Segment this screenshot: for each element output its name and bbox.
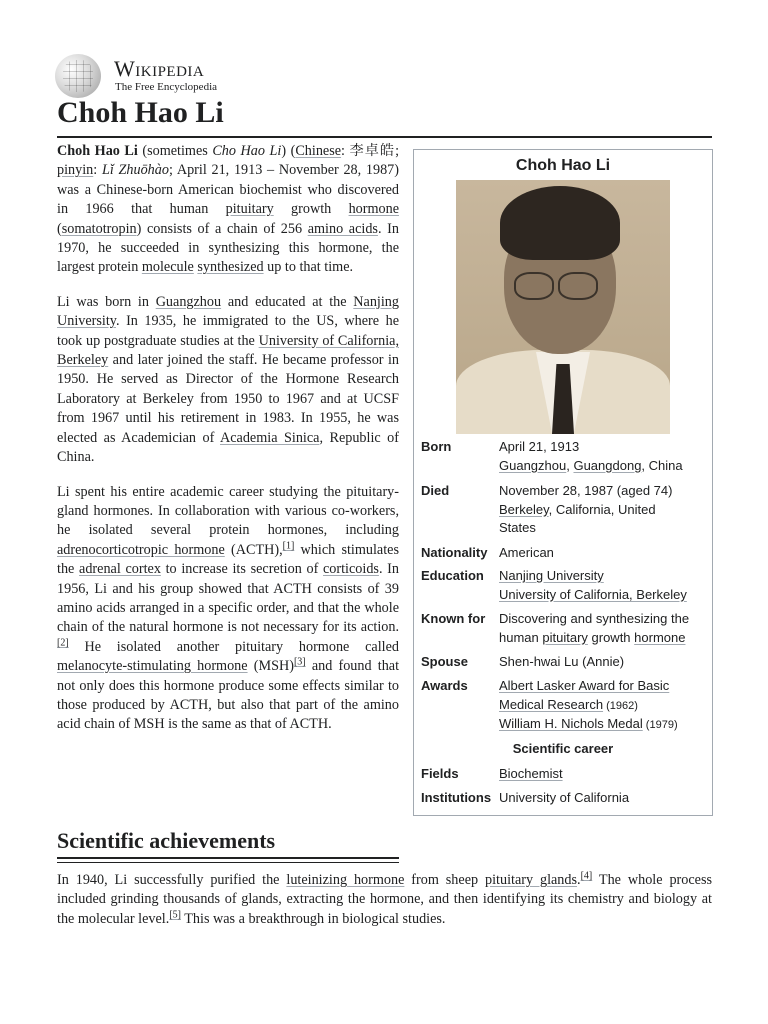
institutions-label: Institutions	[421, 790, 492, 805]
nationality-label: Nationality	[421, 545, 488, 560]
link-edu-nanjing[interactable]: Nanjing University	[499, 568, 604, 583]
article-lead	[57, 142, 399, 750]
link-biochemist[interactable]: Biochemist	[499, 766, 563, 781]
died-label: Died	[421, 483, 450, 498]
subject-name: Choh Hao Li	[57, 143, 138, 159]
link-pinyin[interactable]: pinyin	[57, 162, 94, 179]
section-divider	[57, 857, 399, 859]
link-lasker-award[interactable]: Albert Lasker Award for Basic	[499, 678, 670, 693]
link-molecule[interactable]: molecule	[141, 259, 194, 276]
alternate-name: Cho Hao Li	[212, 143, 282, 159]
link-guangzhou[interactable]: Guangzhou	[155, 293, 222, 310]
section-divider-thin	[57, 862, 399, 863]
section-heading: Scientific achievements	[57, 828, 276, 853]
early-life-paragraph: Li was born in Guangzhou and educated at the Nanjing University. In 1935, he immigrated to the US, where he took up postgraduate studies at the University of California, Berkeley and later joined the staff. He became professor in 1950. He served as Director of the Hormone Research Laboratory at Berkeley from 1950 to 1967 and at UCSF from 1967 until his retirement in 1983. In 1955, he was elected as Academician of Academia Sinica, Republic of China.	[57, 293, 400, 466]
fields-value	[499, 765, 707, 784]
link-adrenal-cortex[interactable]: adrenal cortex	[79, 561, 161, 578]
pinyin-name: Lǐ Zhuōhào	[101, 162, 169, 179]
spouse-value: Shen-hwai Lu (Annie)	[499, 654, 625, 669]
born-label: Born	[421, 439, 452, 454]
fields-label: Fields	[421, 766, 459, 781]
reference-1[interactable]: [1]	[282, 539, 295, 551]
link-uc-berkeley[interactable]: University of California, Berkeley	[57, 332, 400, 369]
link-luteinizing-hormone[interactable]: luteinizing hormone	[286, 872, 405, 888]
link-known-pituitary[interactable]: pituitary	[542, 629, 588, 645]
education-value	[499, 567, 707, 604]
born-value: April 21, 1913 Guangzhou, Guangdong, China	[499, 439, 683, 473]
achievements-paragraph: In 1940, Li successfully purified the luteinizing hormone from sheep pituitary glands.[4] The whole process included grinding thousands of glands, extracting the hormone, and then identifying its chemistry and biology at the molecular level.[5] This was a breakthrough in biological studies.	[57, 870, 712, 927]
link-synthesized[interactable]: synthesized	[197, 259, 264, 276]
link-pituitary[interactable]: pituitary	[225, 201, 274, 218]
link-berkeley[interactable]: Berkeley	[499, 501, 549, 517]
known-for-value: Discovering and synthesizing the human pituitary growth hormone	[499, 611, 690, 645]
link-known-hormone[interactable]: hormone	[634, 629, 686, 645]
link-somatotropin[interactable]: somatotropin	[61, 220, 137, 237]
career-paragraph: Li spent his entire academic career studying the pituitary-gland hormones. In collaboration with various co-workers, he isolated several protein hormones, including adrenocorticotropic hormone (ACTH),[1] which stimulates the adrenal cortex to increase its secretion of corticoids. In 1956, Li and his group showed that ACTH consists of 39 amino acids arranged in a specific order, and that the whole chain of the natural hormone is not necessary for its action.[2] He isolated another pituitary hormone called melanocyte-stimulating hormone (MSH)[3] and found that not only does this hormone produce some effects similar to those produced by ACTH, but also that part of the amino acid chain of MSH is the same as that of ACTH.	[57, 483, 400, 733]
known-for-label: Known for	[421, 611, 486, 626]
link-edu-berkeley[interactable]: University of California, Berkeley	[499, 586, 687, 602]
nationality-value: American	[499, 545, 554, 560]
link-lasker-award-cont[interactable]: Medical Research	[499, 696, 604, 712]
title-divider	[57, 136, 712, 138]
died-value: November 28, 1987 (aged 74) Berkeley, California, United States	[499, 483, 673, 536]
wikipedia-wordmark: Wikipedia	[114, 56, 205, 81]
link-pituitary-glands[interactable]: pituitary glands	[485, 872, 578, 888]
wikipedia-globe-icon	[55, 54, 101, 98]
link-nanjing-university[interactable]: Nanjing University	[57, 293, 399, 330]
page-title: Choh Hao Li	[57, 96, 224, 129]
reference-4[interactable]: [4]	[580, 870, 593, 882]
awards-value: Albert Lasker Award for Basic Medical Research (1962) William H. Nichols Medal (1979)	[499, 678, 678, 732]
awards-label: Awards	[421, 678, 468, 693]
intro-paragraph: Choh Hao Li (sometimes Cho Hao Li) (Chinese: 李卓皓; pinyin: Lǐ Zhuōhào; April 21, 1913 – November 28, 1987) was a Chinese-born American biochemist who discovered in 1966 that human pituitary growth hormone (somatotropin) consists of a chain of 256 amino acids. In 1970, he succeeded in synthesizing this hormone, the largest protein molecule synthesized up to that time.	[57, 143, 400, 276]
link-amino-acids[interactable]: amino acids	[307, 220, 378, 237]
wikipedia-tagline: The Free Encyclopedia	[115, 81, 218, 93]
portrait-image[interactable]	[456, 180, 670, 434]
link-chinese[interactable]: Chinese	[295, 143, 342, 159]
link-academia-sinica[interactable]: Academia Sinica	[220, 429, 320, 446]
reference-3[interactable]: [3]	[293, 656, 306, 668]
reference-2[interactable]: [2]	[57, 637, 69, 649]
reference-5[interactable]: [5]	[169, 909, 181, 921]
infobox-subheader: Scientific career	[512, 741, 614, 756]
link-born-guangzhou[interactable]: Guangzhou	[499, 457, 567, 473]
link-acth[interactable]: adrenocorticotropic hormone	[57, 541, 225, 558]
link-guangdong[interactable]: Guangdong	[573, 457, 642, 473]
institutions-value: University of California	[499, 790, 630, 805]
education-label: Education	[421, 568, 484, 583]
spouse-label: Spouse	[421, 654, 468, 669]
link-msh[interactable]: melanocyte-stimulating hormone	[57, 658, 248, 675]
link-corticoids[interactable]: corticoids	[322, 561, 379, 578]
infobox-title: Choh Hao Li	[515, 157, 611, 174]
link-nichols-medal[interactable]: William H. Nichols Medal	[499, 716, 643, 732]
infobox	[413, 149, 713, 816]
link-hormone[interactable]: hormone	[348, 201, 399, 218]
